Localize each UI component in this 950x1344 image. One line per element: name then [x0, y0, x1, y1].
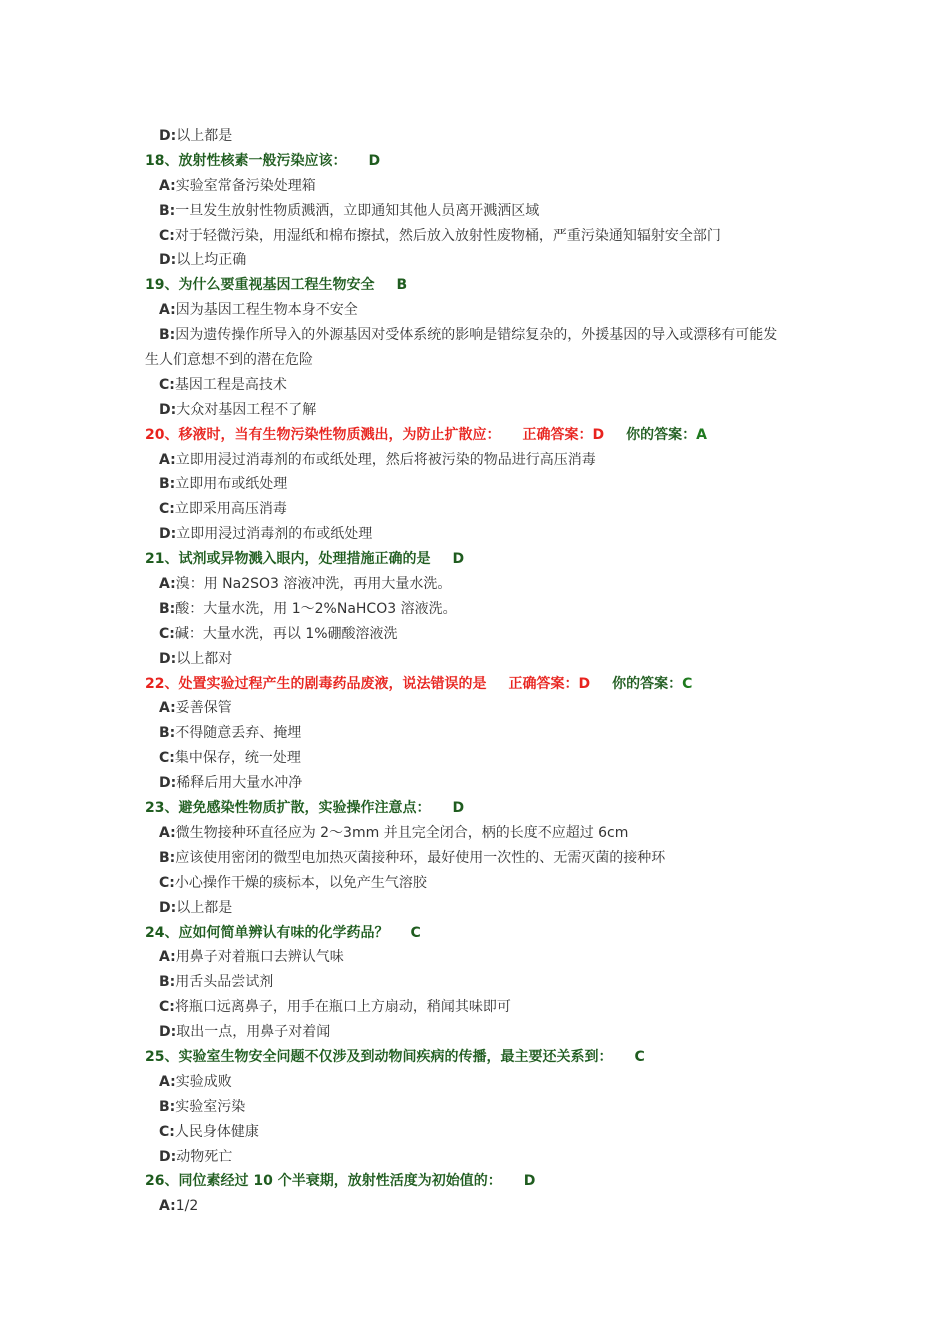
- question: [0, 796, 950, 821]
- option-text: 妥善保管: [175, 700, 232, 717]
- question-wrong: [0, 423, 950, 448]
- option-letter: D:: [159, 650, 177, 667]
- option-text: 立即用浸过消毒剂的布或纸处理: [176, 526, 373, 543]
- option-text: 稀释后用大量水冲净: [176, 775, 303, 792]
- answer-option: [0, 945, 950, 970]
- option-letter: B:: [159, 327, 176, 344]
- option-text: 集中保存，统一处理: [174, 750, 301, 767]
- option-text: 微生物接种环直径应为 2～3mm 并且完全闭合，柄的长度不应超过 6cm: [175, 824, 629, 841]
- option-text: 以上都是: [176, 899, 233, 916]
- option-letter: B:: [159, 600, 176, 617]
- question-text: 24、应如何简单辨认有味的化学药品？: [145, 924, 389, 941]
- option-text: 1/2: [175, 1198, 199, 1215]
- question-text: 21、试剂或异物溅入眼内，处理措施正确的是: [145, 551, 431, 568]
- answer-option: [0, 472, 950, 497]
- question-wrong: [0, 672, 950, 697]
- option-text: 应该使用密闭的微型电加热灭菌接种环，最好使用一次性的、无需灭菌的接种环: [175, 849, 666, 866]
- answer-letter: C: [634, 1048, 645, 1065]
- answer-option: [0, 771, 950, 796]
- answer-option: [0, 622, 950, 647]
- option-text: 溴：用 Na2SO3 溶液冲洗，再用大量水洗。: [175, 576, 452, 593]
- option-text: 小心操作干燥的痰标本，以免产生气溶胶: [174, 874, 427, 891]
- answer-option: [0, 846, 950, 871]
- option-text: 基因工程是高技术: [174, 376, 287, 393]
- option-letter: A:: [159, 576, 176, 593]
- question: [0, 149, 950, 174]
- answer-option: [0, 995, 950, 1020]
- option-letter: B:: [159, 974, 176, 991]
- answer-option: [0, 199, 950, 224]
- answer-option: [0, 224, 950, 249]
- your-answer-label: 你的答案：: [626, 426, 697, 443]
- answer-option: [0, 1020, 950, 1045]
- correct-answer: D: [592, 426, 605, 443]
- option-letter: C:: [159, 1123, 175, 1140]
- answer-option: [0, 1120, 950, 1145]
- option-letter: A:: [159, 1073, 176, 1090]
- option-text: 因为遗传操作所导入的外源基因对受体系统的影响是错综复杂的，外援基因的导入或漂移有可能发: [175, 327, 778, 344]
- option-text: 用舌头品尝试剂: [175, 974, 274, 991]
- option-letter: A:: [159, 302, 176, 319]
- question: [0, 547, 950, 572]
- option-text: 酸：大量水洗，用 1～2%NaHCO3 溶液洗。: [175, 600, 457, 617]
- option-text: 用鼻子对着瓶口去辨认气味: [175, 949, 344, 966]
- question-text: 22、处置实验过程产生的剧毒药品废液，说法错误的是: [145, 675, 487, 692]
- your-answer-label: 你的答案：: [612, 675, 683, 692]
- option-letter: A:: [159, 1198, 176, 1215]
- option-letter: B:: [159, 476, 176, 493]
- question-text: 20、移液时，当有生物污染性物质溅出，为防止扩散应：: [145, 426, 501, 443]
- option-letter: C:: [159, 625, 175, 642]
- option-letter: C:: [159, 376, 175, 393]
- question-text: 26、同位素经过 10 个半衰期，放射性活度为初始值的：: [145, 1173, 502, 1190]
- answer-option: [0, 298, 950, 323]
- question: [0, 1045, 950, 1070]
- option-letter: B:: [159, 725, 176, 742]
- option-letter: C:: [159, 750, 175, 767]
- answer-option: [0, 1145, 950, 1170]
- answer-option: [0, 248, 950, 273]
- option-text: 以上均正确: [176, 252, 247, 269]
- option-text: 动物死亡: [176, 1148, 233, 1165]
- answer-option: [0, 970, 950, 995]
- answer-option: [0, 497, 950, 522]
- option-letter: D:: [159, 401, 177, 418]
- option-text: 将瓶口远离鼻子，用手在瓶口上方扇动，稍闻其味即可: [174, 999, 511, 1016]
- answer-option: [0, 597, 950, 622]
- option-text: 取出一点，用鼻子对着闻: [176, 1024, 331, 1041]
- answer-option: [0, 448, 950, 473]
- option-text: 以上都对: [176, 650, 233, 667]
- question: [0, 273, 950, 298]
- question: [0, 921, 950, 946]
- option-letter: C:: [159, 227, 175, 244]
- option-letter: B:: [159, 202, 176, 219]
- option-letter: A:: [159, 949, 176, 966]
- answer-letter: D: [523, 1173, 536, 1190]
- option-letter: D:: [159, 1148, 177, 1165]
- option-text: 立即用布或纸处理: [175, 476, 288, 493]
- correct-answer: D: [578, 675, 591, 692]
- answer-option: [0, 398, 950, 423]
- option-text: 实验室常备污染处理箱: [175, 177, 316, 194]
- option-text: 实验成败: [175, 1073, 232, 1090]
- option-text: 立即用浸过消毒剂的布或纸处理，然后将被污染的物品进行高压消毒: [175, 451, 596, 468]
- correct-answer-label: 正确答案：: [522, 426, 593, 443]
- answer-option: [0, 896, 950, 921]
- answer-option: [0, 1095, 950, 1120]
- answer-option: [0, 721, 950, 746]
- option-text: 实验室污染: [175, 1098, 246, 1115]
- option-letter: A:: [159, 451, 176, 468]
- answer-option: [0, 1194, 950, 1219]
- option-letter: A:: [159, 700, 176, 717]
- answer-option: [0, 174, 950, 199]
- your-answer: A: [696, 426, 707, 443]
- option-letter: B:: [159, 1098, 176, 1115]
- answer-option: [0, 124, 950, 149]
- answer-option: [0, 323, 950, 348]
- answer-option: [0, 572, 950, 597]
- option-letter: C:: [159, 999, 175, 1016]
- option-text: 以上都是: [176, 128, 233, 144]
- answer-letter: C: [410, 924, 421, 941]
- option-text: 人民身体健康: [174, 1123, 259, 1140]
- answer-letter: B: [396, 277, 408, 294]
- quiz-page: [0, 124, 950, 1219]
- option-text: 对于轻微污染，用湿纸和棉布擦拭，然后放入放射性废物桶，严重污染通知辐射安全部门: [174, 227, 721, 244]
- answer-option: [0, 522, 950, 547]
- question-text: 18、放射性核素一般污染应该：: [145, 152, 347, 169]
- option-letter: C:: [159, 501, 175, 518]
- question-text: 23、避免感染性物质扩散，实验操作注意点：: [145, 800, 431, 817]
- option-letter: D:: [159, 899, 177, 916]
- option-letter: D:: [159, 526, 177, 543]
- answer-letter: D: [452, 800, 465, 817]
- option-text: 不得随意丢弃、掩埋: [175, 725, 302, 742]
- answer-option: [0, 647, 950, 672]
- question-text: 25、实验室生物安全问题不仅涉及到动物间疾病的传播，最主要还关系到：: [145, 1048, 613, 1065]
- option-letter: A:: [159, 177, 176, 194]
- option-text: 大众对基因工程不了解: [176, 401, 317, 418]
- option-text-continuation: 生人们意想不到的潜在危险: [145, 352, 313, 369]
- answer-option: [0, 821, 950, 846]
- option-letter: D:: [159, 1024, 177, 1041]
- answer-option: [0, 746, 950, 771]
- option-letter: D:: [159, 775, 177, 792]
- option-letter: A:: [159, 824, 176, 841]
- option-text: 碱：大量水洗，再以 1%硼酸溶液洗: [174, 625, 398, 642]
- option-text: 因为基因工程生物本身不安全: [175, 302, 358, 319]
- answer-option: [0, 1070, 950, 1095]
- question-text: 19、为什么要重视基因工程生物安全: [145, 277, 375, 294]
- answer-letter: D: [452, 551, 465, 568]
- answer-option: [0, 696, 950, 721]
- answer-option: [0, 871, 950, 896]
- option-letter: D:: [159, 252, 177, 269]
- your-answer: C: [682, 675, 693, 692]
- option-letter: C:: [159, 874, 175, 891]
- option-letter: D:: [159, 128, 177, 144]
- correct-answer-label: 正确答案：: [508, 675, 579, 692]
- option-text: 立即采用高压消毒: [174, 501, 287, 518]
- option-letter: B:: [159, 849, 176, 866]
- question: [0, 1169, 950, 1194]
- answer-option: [0, 373, 950, 398]
- option-text: 一旦发生放射性物质溅洒，立即通知其他人员离开溅洒区域: [175, 202, 540, 219]
- answer-letter: D: [368, 152, 381, 169]
